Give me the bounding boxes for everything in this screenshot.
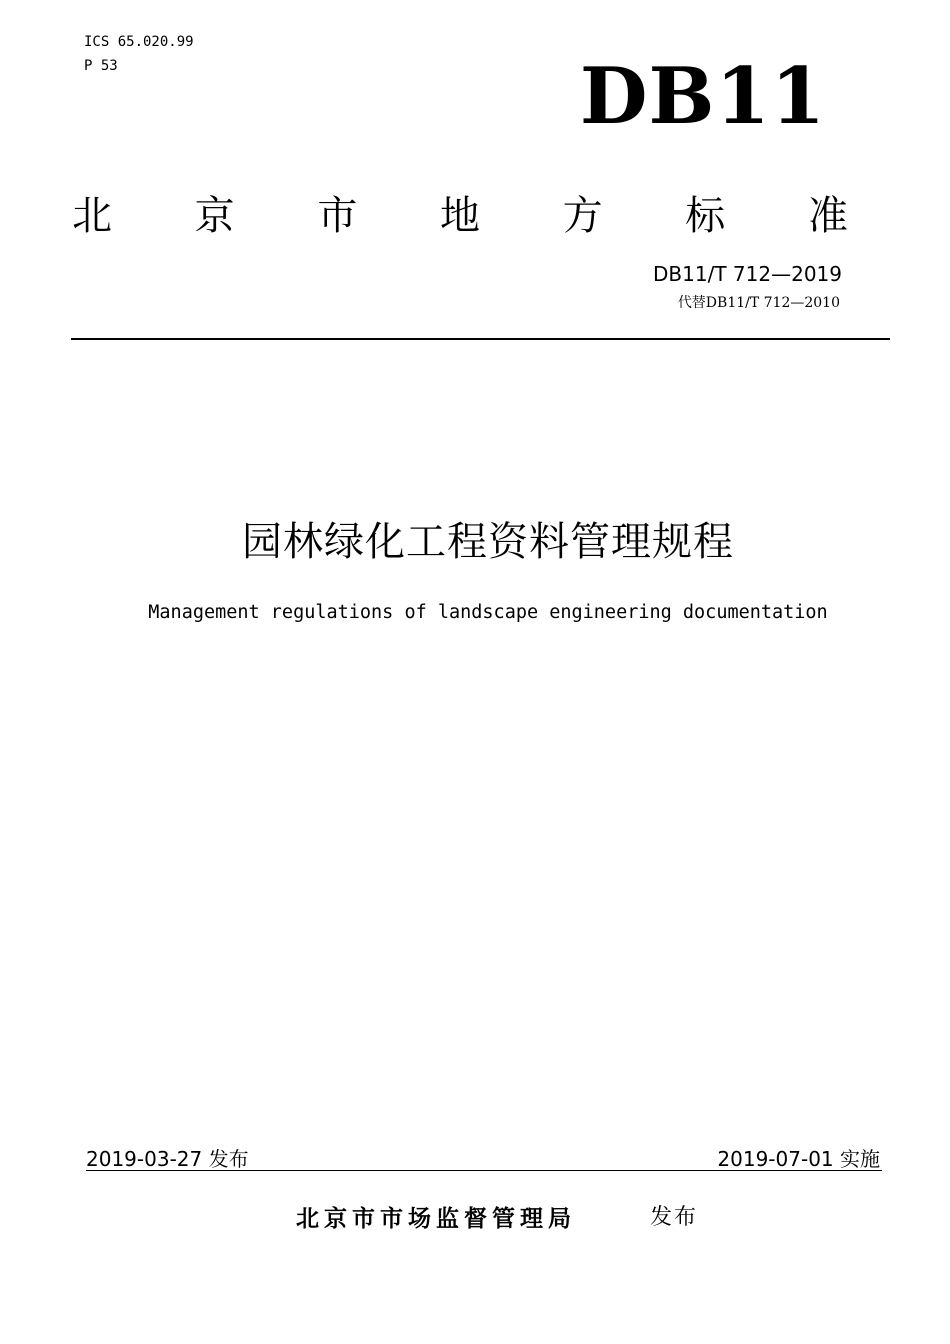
standard-type-char: 北 [72,192,112,239]
publisher-name: 北京市市场监督管理局 [296,1206,576,1232]
standard-number: DB11/T 712—2019 [653,262,842,286]
ics-code: ICS 65.020.99 [84,34,194,50]
standard-type-char: 方 [562,192,603,239]
standard-type-char: 准 [807,192,848,239]
db11-logo: DB11 [579,51,826,142]
standard-type-char: 标 [685,192,726,239]
document-title-english: Management regulations of landscape engineering documentation [148,602,828,623]
document-title-chinese: 园林绿化工程资料管理规程 [242,519,734,565]
standard-type-char: 京 [194,192,235,239]
publish-label: 发布 [650,1205,699,1230]
replaces-standard: 代替DB11/T 712—2010 [677,295,840,311]
implementation-date: 2019-07-01 实施 [717,1147,880,1171]
standard-type-heading [72,182,848,242]
bottom-divider [86,1170,882,1171]
classification-codes [84,30,194,78]
classification-code: P 53 [84,58,118,74]
standard-type-char: 地 [439,192,480,239]
top-divider [71,338,890,340]
issue-date: 2019-03-27 发布 [86,1147,249,1171]
standard-type-char: 市 [317,192,358,239]
